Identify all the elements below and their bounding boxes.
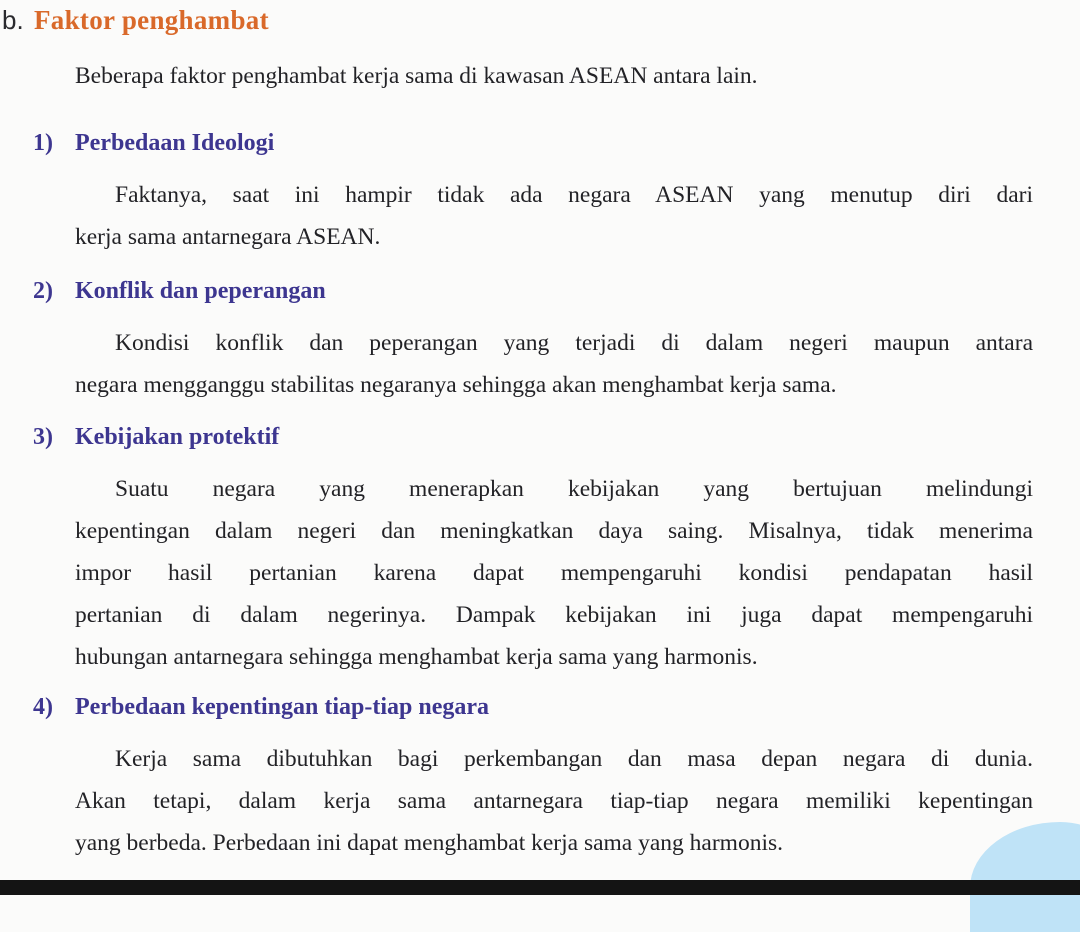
item-heading	[33, 419, 279, 455]
paragraph-line: Kondisi konflik dan peperangan yang terjadi di dalam negeri maupun antara	[115, 330, 1033, 356]
paragraph-line: impor hasil pertanian karena dapat mempengaruhi kondisi pendapatan hasil	[75, 560, 1033, 586]
item-number: 4)	[33, 694, 53, 720]
paragraph-line: kerja sama antarnegara ASEAN.	[75, 224, 381, 250]
item-title: Kebijakan protektif	[75, 424, 280, 450]
item-number: 1)	[33, 130, 53, 156]
paragraph-line: pertanian di dalam negerinya. Dampak kebijakan ini juga dapat mempengaruhi	[75, 602, 1033, 628]
paragraph-line: Kerja sama dibutuhkan bagi perkembangan dan masa depan negara di dunia.	[115, 746, 1033, 772]
paragraph-line: kepentingan dalam negeri dan meningkatkan daya saing. Misalnya, tidak menerima	[75, 518, 1033, 544]
item-title: Perbedaan Ideologi	[75, 130, 275, 156]
section-heading	[0, 0, 269, 40]
item-paragraph	[75, 738, 1033, 864]
paragraph-line: Faktanya, saat ini hampir tidak ada negara ASEAN yang menutup diri dari	[115, 182, 1033, 208]
item-paragraph	[75, 174, 1033, 258]
section-letter: b.	[2, 5, 24, 35]
item-title: Konflik dan peperangan	[75, 278, 326, 304]
paragraph-line: Akan tetapi, dalam kerja sama antarnegara tiap-tiap negara memiliki kepentingan	[75, 788, 1033, 814]
item-paragraph	[75, 468, 1033, 678]
paragraph-line: negara mengganggu stabilitas negaranya sehingga akan menghambat kerja sama.	[75, 372, 837, 398]
item-heading	[33, 273, 326, 309]
item-heading	[33, 689, 489, 725]
item-title: Perbedaan kepentingan tiap-tiap negara	[75, 694, 490, 720]
paragraph-line: Suatu negara yang menerapkan kebijakan yang bertujuan melindungi	[115, 476, 1033, 502]
item-number: 2)	[33, 278, 53, 304]
paragraph-line: yang berbeda. Perbedaan ini dapat menghambat kerja sama yang harmonis.	[75, 830, 784, 856]
item-number: 3)	[33, 424, 53, 450]
section-title: Faktor penghambat	[34, 5, 269, 35]
bottom-edge-bar	[0, 880, 1080, 895]
item-paragraph	[75, 322, 1033, 406]
intro-paragraph: Beberapa faktor penghambat kerja sama di kawasan ASEAN antara lain.	[75, 63, 758, 89]
paragraph-line: hubungan antarnegara sehingga menghambat kerja sama yang harmonis.	[75, 644, 758, 670]
item-heading	[33, 125, 274, 161]
